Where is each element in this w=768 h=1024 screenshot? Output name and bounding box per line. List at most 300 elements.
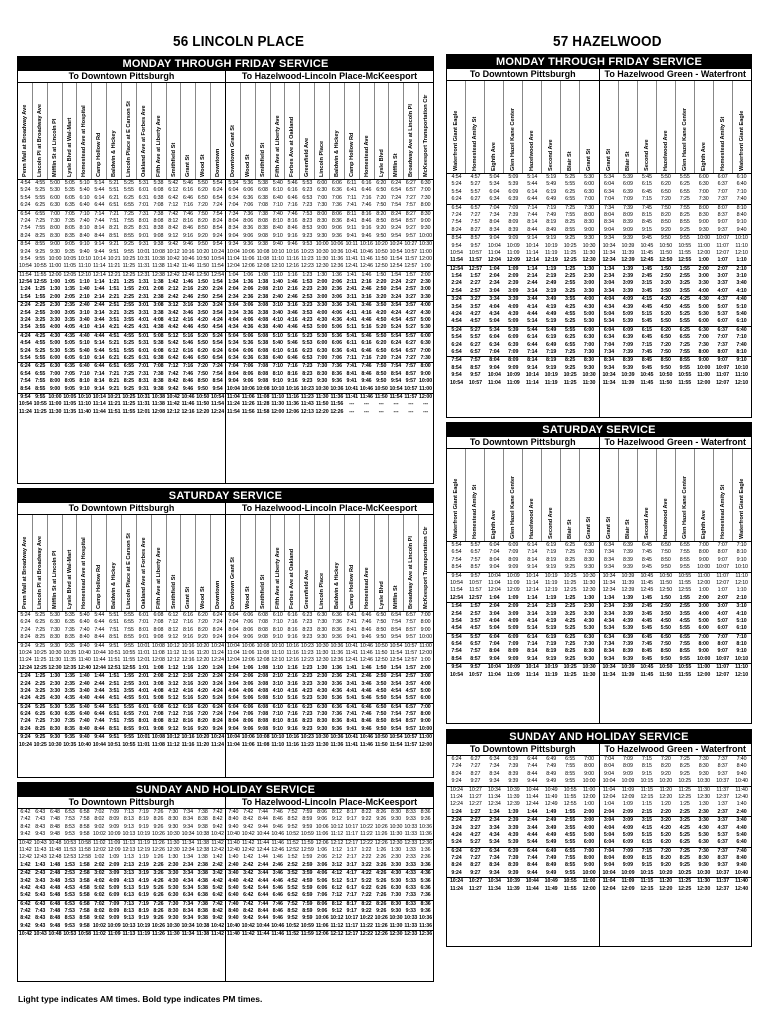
- time-cell: 6:06: [243, 703, 254, 710]
- time-cell: 4:30: [583, 617, 595, 624]
- table-row: [18, 324, 225, 331]
- time-cell: 7:30: [317, 619, 328, 626]
- time-cell: 7:00: [698, 188, 709, 195]
- time-cell: 10:40: [735, 778, 748, 785]
- time-cell: 8:44: [527, 226, 538, 233]
- time-cell: 10:42: [19, 839, 32, 846]
- time-cell: 7:36: [331, 202, 342, 209]
- time-cell: 10:05: [63, 255, 77, 262]
- table-row: [447, 342, 599, 349]
- time-cell: 7:54: [390, 363, 402, 370]
- time-cell: 8:08: [257, 370, 269, 377]
- time-cell: 6:57: [405, 703, 416, 710]
- time-cell: 7:23: [302, 711, 313, 718]
- time-cell: 7:57: [470, 648, 481, 655]
- time-cell: 8:43: [35, 823, 46, 830]
- time-cell: 11:38: [152, 401, 165, 408]
- time-cell: 1:42: [20, 861, 31, 868]
- time-cell: 8:50: [660, 357, 671, 364]
- time-cell: 7:14: [527, 549, 538, 556]
- time-cell: 8:49: [546, 770, 557, 777]
- time-cell: 4:12: [168, 317, 179, 324]
- time-cell: 6:46: [183, 194, 193, 201]
- time-cell: 10:20: [196, 642, 210, 649]
- time-cell: 10:21: [107, 255, 121, 262]
- time-cell: 10:11: [345, 241, 358, 248]
- time-cell: 7:08: [153, 619, 164, 626]
- time-cell: 9:50: [376, 725, 387, 732]
- time-cell: 4:36: [420, 870, 431, 877]
- time-cell: 7:42: [243, 809, 254, 815]
- time-cell: 8:20: [197, 217, 208, 224]
- stop-header: [241, 83, 256, 179]
- time-cell: 7:26: [376, 892, 387, 899]
- stop-header: [330, 515, 345, 611]
- table-row: [600, 311, 752, 318]
- time-cell: 10:50: [196, 393, 210, 400]
- time-cell: 9:14: [94, 385, 105, 392]
- table-row: [226, 816, 433, 823]
- time-cell: 2:12: [168, 673, 179, 680]
- time-cell: 7:16: [183, 202, 193, 209]
- time-cell: 7:45: [641, 204, 652, 211]
- schedule-panel: [446, 422, 752, 724]
- time-cell: 11:57: [404, 741, 418, 748]
- time-cell: 10:01: [137, 642, 151, 649]
- time-cell: 7:50: [660, 348, 671, 355]
- time-cell: 9:35: [64, 248, 75, 255]
- stop-name: Baldwin & Hickey: [111, 130, 118, 177]
- time-cell: 8:54: [451, 655, 462, 662]
- table-row: [600, 572, 752, 580]
- table-row: [600, 809, 752, 816]
- time-cell: 4:17: [346, 870, 357, 877]
- time-cell: 3:04: [228, 680, 239, 687]
- table-row: [226, 681, 433, 688]
- time-cell: 6:24: [212, 187, 223, 194]
- stop-name: Eighth Ave: [700, 510, 707, 539]
- time-cell: 7:25: [35, 626, 46, 633]
- time-cell: 10:07: [716, 364, 730, 371]
- time-cell: 7:14: [94, 370, 105, 377]
- time-cell: 9:54: [451, 664, 462, 671]
- time-cell: 4:57: [470, 625, 481, 632]
- table-row: [18, 733, 225, 741]
- table-row: [226, 317, 433, 324]
- time-cell: 8:34: [603, 357, 615, 364]
- time-cell: 8:54: [451, 235, 462, 242]
- table-row: [18, 249, 225, 256]
- time-cell: 10:08: [256, 734, 270, 741]
- time-cell: 5:55: [123, 347, 134, 354]
- time-cell: 2:30: [391, 854, 401, 861]
- time-cell: 9:00: [698, 648, 709, 655]
- time-cell: 11:09: [621, 878, 635, 885]
- time-cell: 11:30: [48, 408, 62, 415]
- time-cell: 3:07: [717, 273, 728, 280]
- time-cell: 8:40: [79, 634, 90, 641]
- time-cell: 8:10: [736, 549, 747, 556]
- time-cell: 1:50: [197, 279, 208, 286]
- time-cell: 7:16: [287, 619, 298, 626]
- time-cell: 12:20: [659, 885, 673, 892]
- time-cell: 9:52: [287, 823, 298, 830]
- time-cell: 9:04: [489, 564, 500, 571]
- time-cell: 1:53: [302, 279, 313, 286]
- time-cell: 2:57: [405, 673, 416, 680]
- time-cell: 12:30: [315, 263, 329, 270]
- time-cell: 8:57: [405, 626, 416, 633]
- time-cell: 9:45: [641, 235, 652, 242]
- time-cell: 4:30: [316, 317, 328, 324]
- time-cell: 10:37: [716, 778, 729, 785]
- time-cell: 6:00: [583, 839, 595, 846]
- time-cell: 3:06: [243, 302, 254, 309]
- time-cell: 9:06: [317, 816, 328, 823]
- time-cell: 8:34: [489, 770, 500, 777]
- time-cell: 7:12: [168, 711, 179, 718]
- time-cell: 7:09: [508, 549, 519, 556]
- time-cell: ---: [349, 401, 355, 408]
- stop-name: Homestead Ave at Hospital: [81, 105, 88, 177]
- time-cell: 7:04: [489, 641, 500, 648]
- time-cell: 6:00: [698, 318, 709, 325]
- time-cell: 2:16: [361, 279, 372, 286]
- time-cell: 9:04: [228, 232, 239, 239]
- table-row: [447, 672, 599, 679]
- time-cell: 7:55: [679, 348, 690, 355]
- table-row: [226, 202, 433, 209]
- time-cell: 7:04: [604, 196, 614, 203]
- time-cell: 1:50: [660, 265, 671, 272]
- time-cell: 5:05: [64, 340, 75, 347]
- time-cell: 10:30: [697, 869, 711, 876]
- time-cell: 6:04: [228, 187, 239, 194]
- time-cell: 7:09: [508, 348, 519, 355]
- time-cell: 9:44: [94, 734, 105, 741]
- time-cell: 8:15: [641, 855, 652, 862]
- time-cell: 11:19: [544, 249, 558, 256]
- time-cell: 11:35: [63, 657, 76, 664]
- time-cell: 9:55: [679, 364, 690, 371]
- time-cell: 9:16: [182, 725, 194, 732]
- time-cell: 7:14: [527, 641, 538, 648]
- time-cell: 3:24: [20, 687, 31, 694]
- time-cell: 12:25: [678, 885, 692, 892]
- time-cell: 8:12: [168, 626, 179, 633]
- time-cell: 1:45: [641, 265, 652, 272]
- time-cell: 1:10: [272, 664, 283, 671]
- time-cell: 8:36: [331, 217, 342, 224]
- time-cell: 9:27: [470, 778, 481, 785]
- time-cell: 8:44: [257, 816, 268, 823]
- time-cell: 5:58: [79, 892, 90, 899]
- time-cell: 8:07: [717, 348, 728, 355]
- time-cell: 1:46: [287, 279, 298, 286]
- time-cell: 2:42: [243, 861, 254, 868]
- time-cell: 4:11: [346, 309, 357, 316]
- time-cell: 10:26: [374, 915, 388, 922]
- time-cell: 8:06: [243, 626, 254, 633]
- time-cell: 3:54: [212, 309, 223, 316]
- time-cell: 5:54: [212, 180, 223, 186]
- time-cell: 7:24: [451, 211, 462, 218]
- time-cell: 11:59: [301, 839, 314, 846]
- time-cell: 11:33: [404, 922, 418, 929]
- time-cell: 10:24: [18, 741, 32, 748]
- time-cell: 7:10: [736, 633, 747, 640]
- time-cell: 9:30: [49, 734, 61, 741]
- time-cell: 12:24: [18, 664, 32, 671]
- time-cell: 9:15: [641, 770, 652, 777]
- time-cell: 6:06: [243, 347, 254, 354]
- time-cell: 9:19: [138, 823, 149, 830]
- time-cell: 7:09: [622, 341, 633, 348]
- time-cell: 11:04: [487, 671, 501, 678]
- time-cell: 8:57: [405, 718, 416, 725]
- time-cell: 6:09: [508, 334, 519, 341]
- time-cell: 2:59: [302, 861, 313, 868]
- time-cell: 2:53: [302, 293, 313, 300]
- direction-title: To Downtown Pittsburgh: [447, 744, 599, 756]
- time-cell: 3:04: [489, 610, 500, 617]
- time-cell: 9:23: [302, 634, 313, 641]
- time-cell: 12:00: [419, 393, 433, 400]
- time-cell: 11:50: [374, 393, 388, 400]
- time-cell: 5:45: [641, 174, 652, 180]
- time-cell: 9:34: [604, 235, 614, 242]
- time-cell: 12:21: [107, 271, 121, 278]
- time-cell: 5:57: [405, 695, 416, 702]
- time-cell: 8:27: [470, 862, 481, 869]
- time-cell: 10:01: [137, 248, 151, 255]
- time-cell: 3:44: [94, 687, 105, 694]
- time-cell: 11:54: [389, 255, 403, 262]
- table-row: [447, 356, 599, 364]
- time-cell: 10:42: [211, 831, 224, 838]
- stop-headers: [18, 515, 225, 612]
- time-cell: 1:16: [182, 664, 194, 671]
- time-cell: 2:49: [546, 280, 557, 287]
- time-cell: 4:20: [660, 824, 671, 831]
- time-cell: 8:33: [405, 900, 416, 907]
- time-cell: 11:39: [621, 671, 635, 678]
- time-cell: 2:37: [717, 808, 728, 815]
- time-cell: 11:00: [582, 878, 596, 885]
- time-cell: 2:38: [197, 861, 208, 868]
- time-cell: 8:36: [331, 626, 342, 633]
- time-cell: 12:20: [196, 657, 210, 664]
- time-cell: 2:40: [736, 808, 747, 815]
- stop-header: [600, 81, 619, 173]
- time-cell: 5:39: [622, 318, 633, 325]
- time-cell: 7:25: [679, 341, 690, 348]
- time-cell: 4:40: [736, 296, 747, 303]
- table-row: [18, 195, 225, 202]
- time-cell: 6:51: [108, 711, 120, 718]
- time-cell: 4:57: [405, 687, 416, 694]
- time-cell: 12:58: [78, 854, 91, 861]
- time-cell: 2:40: [79, 302, 90, 309]
- table-row: [447, 877, 599, 885]
- time-cell: 5:55: [123, 612, 134, 618]
- time-cell: 10:09: [107, 922, 121, 929]
- time-cell: 8:50: [197, 225, 208, 232]
- time-cell: 7:45: [641, 549, 652, 556]
- time-cell: 5:49: [546, 839, 557, 846]
- time-cell: 9:04: [228, 634, 239, 641]
- time-cell: 12:22: [359, 931, 373, 938]
- time-cell: 6:14: [527, 542, 538, 548]
- time-cell: 12:24: [211, 408, 225, 415]
- time-cell: 7:40: [79, 626, 90, 633]
- stop-name: Eighth Ave: [700, 142, 707, 171]
- time-cell: 11:50: [659, 671, 673, 678]
- time-cell: 9:07: [717, 648, 728, 655]
- time-cell: 6:53: [64, 809, 75, 815]
- time-cell: 2:12: [331, 854, 342, 861]
- time-cell: 4:24: [451, 831, 462, 838]
- time-cell: 11:22: [360, 922, 373, 929]
- time-cell: 4:30: [316, 687, 328, 694]
- time-cell: 11:46: [360, 649, 373, 656]
- table-row: [18, 612, 225, 619]
- stop-name: McKeesport Transportation Ctr: [423, 526, 430, 609]
- time-cell: 6:04: [603, 839, 615, 846]
- time-cell: 10:12: [330, 823, 344, 830]
- time-cell: 10:13: [122, 922, 136, 929]
- time-cell: 4:52: [287, 877, 298, 884]
- time-cell: 9:16: [287, 232, 298, 239]
- time-cell: 1:40: [79, 673, 90, 680]
- time-cell: 6:30: [584, 188, 594, 195]
- time-cell: 5:24: [451, 326, 462, 333]
- time-cell: 10:52: [286, 831, 299, 838]
- time-cell: 4:45: [641, 303, 652, 310]
- time-cell: 2:50: [660, 273, 671, 280]
- time-cell: 2:14: [94, 293, 105, 300]
- time-cell: 12:20: [659, 793, 673, 800]
- time-cell: 5:54: [451, 633, 462, 640]
- time-cell: 8:00: [420, 711, 431, 718]
- table-row: [447, 763, 599, 770]
- time-cell: 7:08: [257, 363, 269, 370]
- time-cell: 2:24: [212, 286, 223, 293]
- time-cell: 10:46: [181, 255, 195, 262]
- time-cell: 6:39: [622, 633, 633, 640]
- time-cell: 2:48: [49, 870, 61, 877]
- table-row: [226, 332, 433, 340]
- time-cell: 10:00: [419, 634, 432, 641]
- time-cell: 6:01: [138, 612, 149, 618]
- time-cell: 1:30: [49, 673, 61, 680]
- stop-header: [447, 81, 466, 173]
- time-cell: 7:20: [197, 711, 208, 718]
- time-cell: 8:09: [622, 855, 633, 862]
- time-cell: 9:30: [698, 770, 709, 777]
- time-cell: 3:31: [138, 309, 149, 316]
- stop-header: [285, 515, 300, 611]
- time-cell: 2:10: [79, 293, 90, 300]
- time-cell: 1:57: [470, 603, 481, 610]
- time-cell: 4:30: [390, 870, 402, 877]
- time-cell: 11:39: [507, 793, 520, 800]
- time-cell: 12:53: [63, 854, 77, 861]
- time-cell: 12:44: [256, 846, 270, 853]
- time-cell: 4:41: [346, 687, 357, 694]
- time-cell: 11:50: [375, 255, 388, 262]
- time-cell: 10:25: [563, 372, 577, 379]
- time-cell: 9:57: [405, 378, 416, 385]
- time-cell: 11:28: [256, 401, 270, 408]
- stop-header: [167, 515, 182, 611]
- time-cell: 6:50: [660, 334, 671, 341]
- time-cell: 10:55: [678, 572, 692, 579]
- time-cell: 9:06: [243, 725, 254, 732]
- time-cell: 3:00: [316, 293, 328, 300]
- time-cell: 10:57: [404, 642, 418, 649]
- time-cell: 6:51: [108, 363, 120, 370]
- time-cell: 5:50: [660, 318, 671, 325]
- time-cell: 9:31: [138, 385, 149, 392]
- time-cell: 7:08: [153, 363, 164, 370]
- time-cell: 5:25: [565, 174, 576, 180]
- time-cell: 5:36: [243, 340, 254, 347]
- time-cell: 11:09: [507, 249, 520, 256]
- time-cell: 8:27: [470, 226, 481, 233]
- stop-name: Lysle Blvd: [378, 149, 385, 177]
- time-cell: 8:10: [272, 217, 283, 224]
- time-cell: 9:24: [20, 248, 31, 255]
- time-cell: 11:16: [286, 255, 299, 262]
- table-row: [18, 256, 225, 263]
- time-cell: 8:46: [361, 718, 372, 725]
- time-cell: 10:53: [63, 931, 77, 938]
- time-cell: 11:07: [716, 372, 729, 379]
- time-cell: 12:07: [716, 579, 729, 586]
- time-cell: 5:00: [583, 311, 595, 318]
- time-cell: 10:27: [468, 878, 482, 885]
- time-cell: 7:52: [287, 809, 298, 815]
- stop-name: Hazelwood Ave: [662, 498, 669, 539]
- time-cell: 1:34: [183, 854, 193, 861]
- table-row: [226, 809, 433, 816]
- time-cell: 10:06: [241, 642, 255, 649]
- stop-header: [256, 515, 271, 611]
- time-cell: 2:08: [153, 673, 164, 680]
- time-cell: 5:08: [257, 695, 269, 702]
- time-cell: 2:44: [94, 680, 105, 687]
- time-cell: 1:24: [212, 664, 223, 671]
- time-cell: 10:43: [33, 839, 47, 846]
- time-cell: 3:24: [451, 824, 462, 831]
- time-cell: 2:55: [564, 280, 576, 287]
- time-cell: 9:42: [168, 385, 179, 392]
- time-cell: 3:13: [123, 870, 134, 877]
- time-cell: 8:46: [183, 225, 193, 232]
- table-row: [18, 279, 225, 286]
- time-cell: 11:15: [640, 878, 654, 885]
- time-cell: 5:50: [197, 340, 208, 347]
- time-cell: 3:09: [622, 817, 633, 824]
- time-cell: 2:08: [257, 673, 269, 680]
- time-cell: 8:10: [736, 641, 747, 648]
- time-cell: 11:25: [678, 786, 691, 793]
- time-cell: 7:08: [153, 202, 164, 209]
- time-cell: 12:15: [640, 885, 654, 892]
- time-cell: 10:00: [48, 255, 62, 262]
- time-cell: 6:09: [508, 633, 519, 640]
